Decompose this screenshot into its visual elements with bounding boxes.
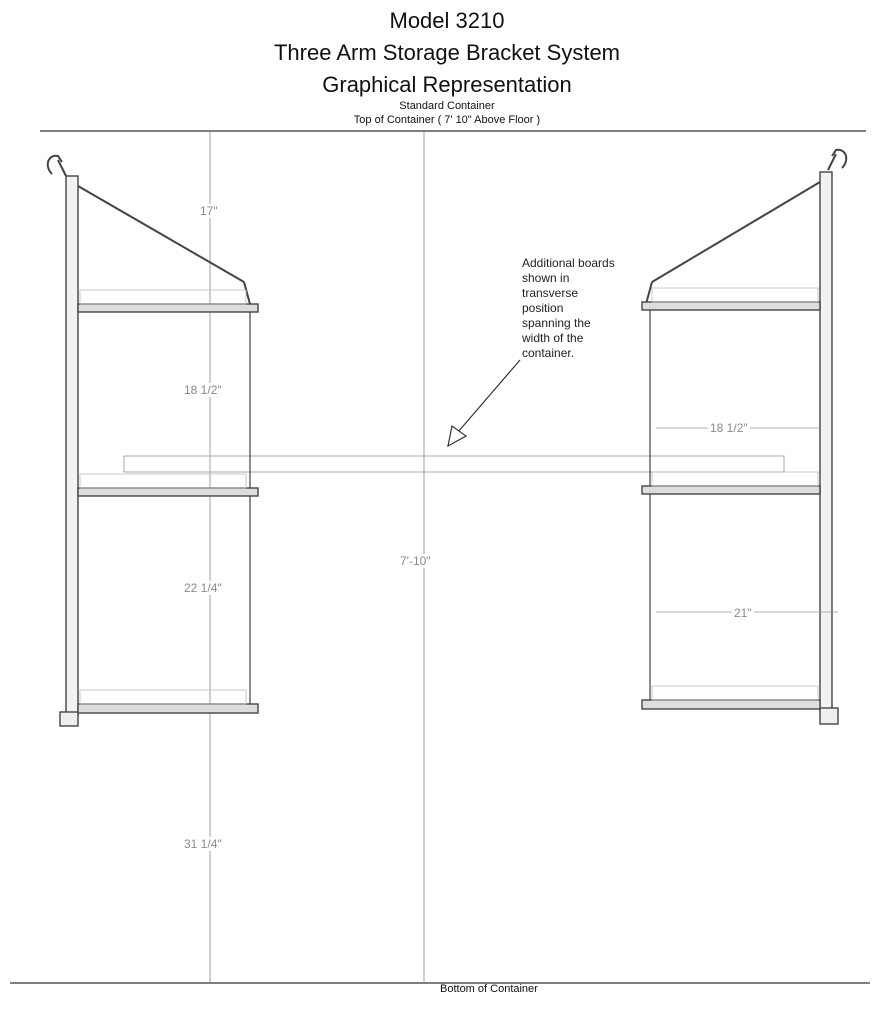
annotation-arrow-shaft xyxy=(458,360,520,432)
model-title: Model 3210 xyxy=(389,8,505,33)
top-of-container-label: Top of Container ( 7' 10" Above Floor ) xyxy=(353,114,541,126)
dim-total-height: 7'-10" xyxy=(400,554,431,568)
representation-title: Graphical Representation xyxy=(322,72,572,97)
dim-mid-gap: 18 1/2" xyxy=(184,383,222,397)
annotation-arrowhead xyxy=(448,426,466,446)
dim-low-gap: 22 1/4" xyxy=(184,581,222,595)
system-title: Three Arm Storage Bracket System xyxy=(273,40,621,65)
note-line: Additional boards xyxy=(522,256,615,270)
right-bracket xyxy=(642,150,846,724)
annotation-note xyxy=(522,256,642,361)
note-line: position xyxy=(522,301,564,315)
note-line: width of the xyxy=(522,331,584,345)
note-line: shown in xyxy=(522,271,570,285)
note-line: spanning the xyxy=(522,316,591,330)
transverse-board xyxy=(124,456,784,472)
bottom-of-container-label: Bottom of Container xyxy=(440,983,538,995)
note-line: transverse xyxy=(522,286,579,300)
container-type: Standard Container xyxy=(399,100,495,112)
dim-top-gap: 17" xyxy=(200,204,218,218)
dim-right-mid: 18 1/2" xyxy=(710,421,748,435)
dim-right-low: 21" xyxy=(734,606,752,620)
note-line: container. xyxy=(522,346,575,360)
dim-floor-gap: 31 1/4" xyxy=(184,837,222,851)
left-bracket xyxy=(48,156,258,726)
